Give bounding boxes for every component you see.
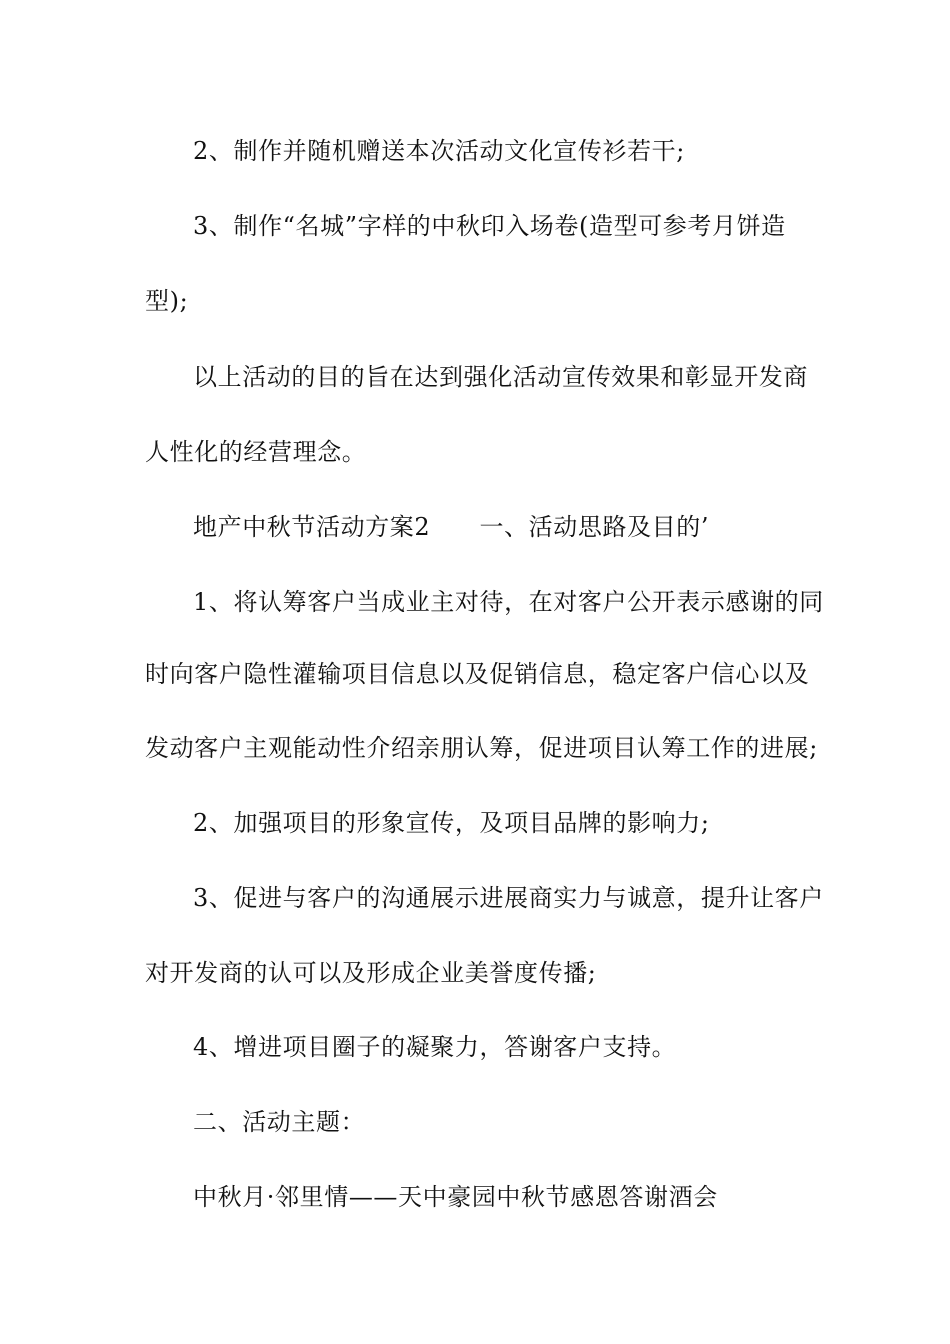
paragraph-line: 型); (145, 287, 189, 315)
paragraph-line: 发动客户主观能动性介绍亲朋认筹，促进项目认筹工作的进展; (145, 734, 818, 762)
paragraph-line: 2、加强项目的形象宣传，及项目品牌的影响力; (193, 809, 710, 837)
paragraph-line: 3、促进与客户的沟通展示进展商实力与诚意，提升让客户 (193, 884, 824, 912)
section-heading: 地产中秋节活动方案2 一、活动思路及目的’ (193, 513, 710, 541)
paragraph-line: 时向客户隐性灌输项目信息以及促销信息，稳定客户信心以及 (145, 660, 810, 688)
activity-theme: 中秋月·邻里情——天中豪园中秋节感恩答谢酒会 (193, 1183, 718, 1211)
paragraph-line: 以上活动的目的旨在达到强化活动宣传效果和彰显开发商 (193, 363, 808, 391)
paragraph-line: 1、将认筹客户当成业主对待，在对客户公开表示感谢的同 (193, 588, 824, 616)
paragraph-line: 对开发商的认可以及形成企业美誉度传播; (145, 959, 597, 987)
section-heading: 二、活动主题： (193, 1108, 366, 1136)
paragraph-line: 人性化的经营理念。 (145, 438, 367, 466)
paragraph-line: 3、制作“名城”字样的中秋印入场卷(造型可参考月饼造 (193, 212, 786, 240)
paragraph-line: 2、制作并随机赠送本次活动文化宣传衫若干; (193, 137, 685, 165)
paragraph-line: 4、增进项目圈子的凝聚力，答谢客户支持。 (193, 1033, 677, 1061)
